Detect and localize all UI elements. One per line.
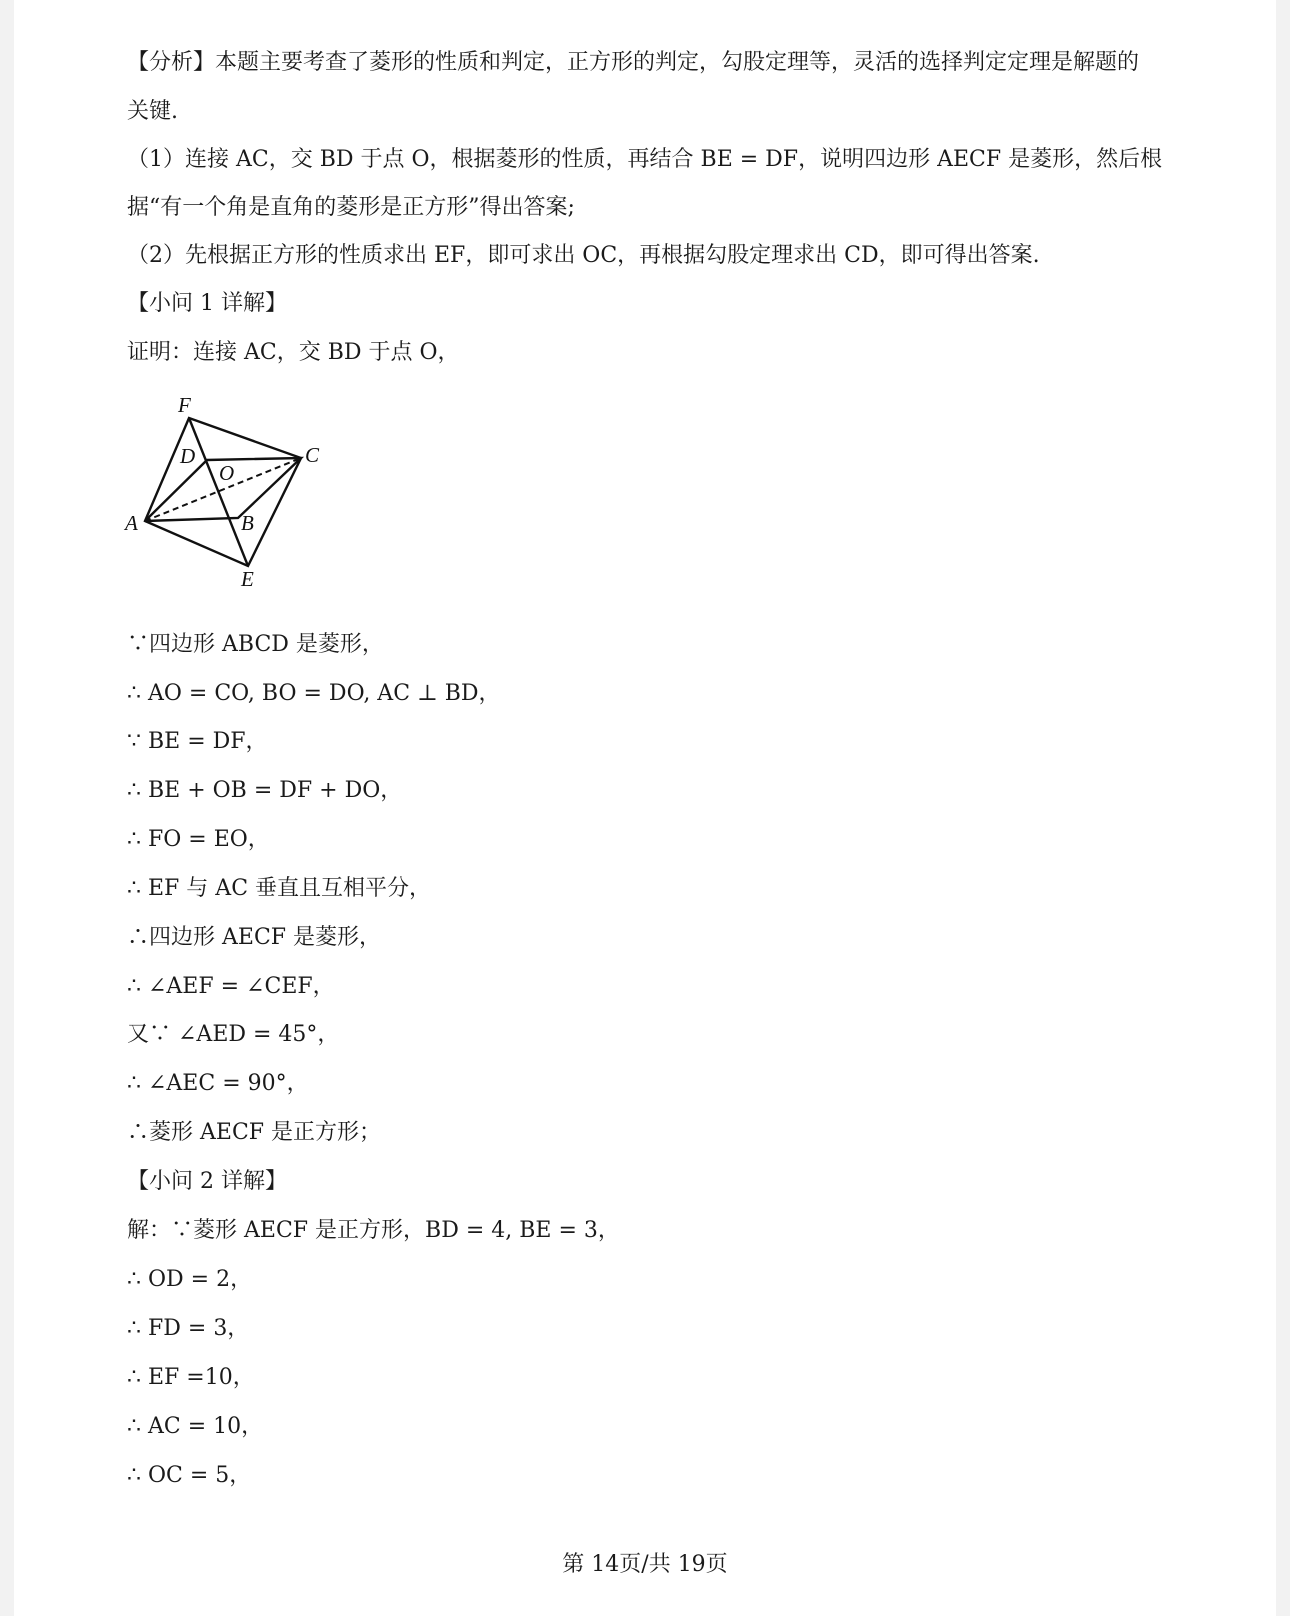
solution-step: 解：∵菱形 AECF 是正方形，BD = 4, BE = 3， xyxy=(127,1218,620,1243)
proof-step: ∴ AO = CO, BO = DO, AC ⊥ BD， xyxy=(127,681,501,706)
proof-step: ∴ BE + OB = DF + DO， xyxy=(127,778,403,803)
label-c: C xyxy=(305,443,320,467)
analysis-line: （2）先根据正方形的性质求出 EF，即可求出 OC，再根据勾股定理求出 CD，即可得出答案. xyxy=(127,243,1040,268)
proof-step: ∴ FO = EO， xyxy=(127,827,270,852)
analysis-line: （1）连接 AC，交 BD 于点 O，根据菱形的性质，再结合 BE = DF，说明四边形 AECF 是菱形，然后根 xyxy=(127,147,1163,172)
part2-heading: 【小问 2 详解】 xyxy=(127,1169,287,1194)
solution-step: ∴ OD = 2， xyxy=(127,1267,253,1292)
part1-intro: 证明：连接 AC，交 BD 于点 O， xyxy=(127,340,460,365)
analysis-line: 关键. xyxy=(127,99,178,124)
analysis-line: 【分析】本题主要考查了菱形的性质和判定，正方形的判定，勾股定理等，灵活的选择判定定理是解题的 xyxy=(127,50,1140,75)
label-e: E xyxy=(241,567,254,591)
solution-step: ∴ FD = 3， xyxy=(127,1316,250,1341)
proof-step: ∴菱形 AECF 是正方形； xyxy=(127,1120,382,1145)
proof-step: ∵ BE = DF， xyxy=(127,729,268,754)
square-aecf xyxy=(145,418,301,566)
page-footer: 第 14页/共 19页 xyxy=(562,1552,728,1577)
label-o: O xyxy=(219,461,235,485)
label-b: B xyxy=(241,511,254,535)
proof-step: ∴ ∠AEF = ∠CEF， xyxy=(127,974,335,999)
proof-step: ∴四边形 AECF 是菱形， xyxy=(127,925,382,950)
label-f: F xyxy=(178,398,191,417)
solution-step: ∴ EF =10， xyxy=(127,1365,255,1390)
solution-step: ∴ AC = 10， xyxy=(127,1414,264,1439)
geometry-diagram xyxy=(123,398,333,608)
proof-step: ∵四边形 ABCD 是菱形， xyxy=(127,632,384,657)
proof-step: ∴ EF 与 AC 垂直且互相平分， xyxy=(127,876,432,901)
proof-step: ∴ ∠AEC = 90°， xyxy=(127,1071,309,1096)
analysis-line: 据“有一个角是直角的菱形是正方形”得出答案; xyxy=(127,195,575,220)
part1-heading: 【小问 1 详解】 xyxy=(127,291,287,316)
label-d: D xyxy=(180,444,196,468)
proof-step: 又∵ ∠AED = 45°， xyxy=(127,1022,340,1047)
solution-step: ∴ OC = 5， xyxy=(127,1463,252,1488)
label-a: A xyxy=(125,511,138,535)
